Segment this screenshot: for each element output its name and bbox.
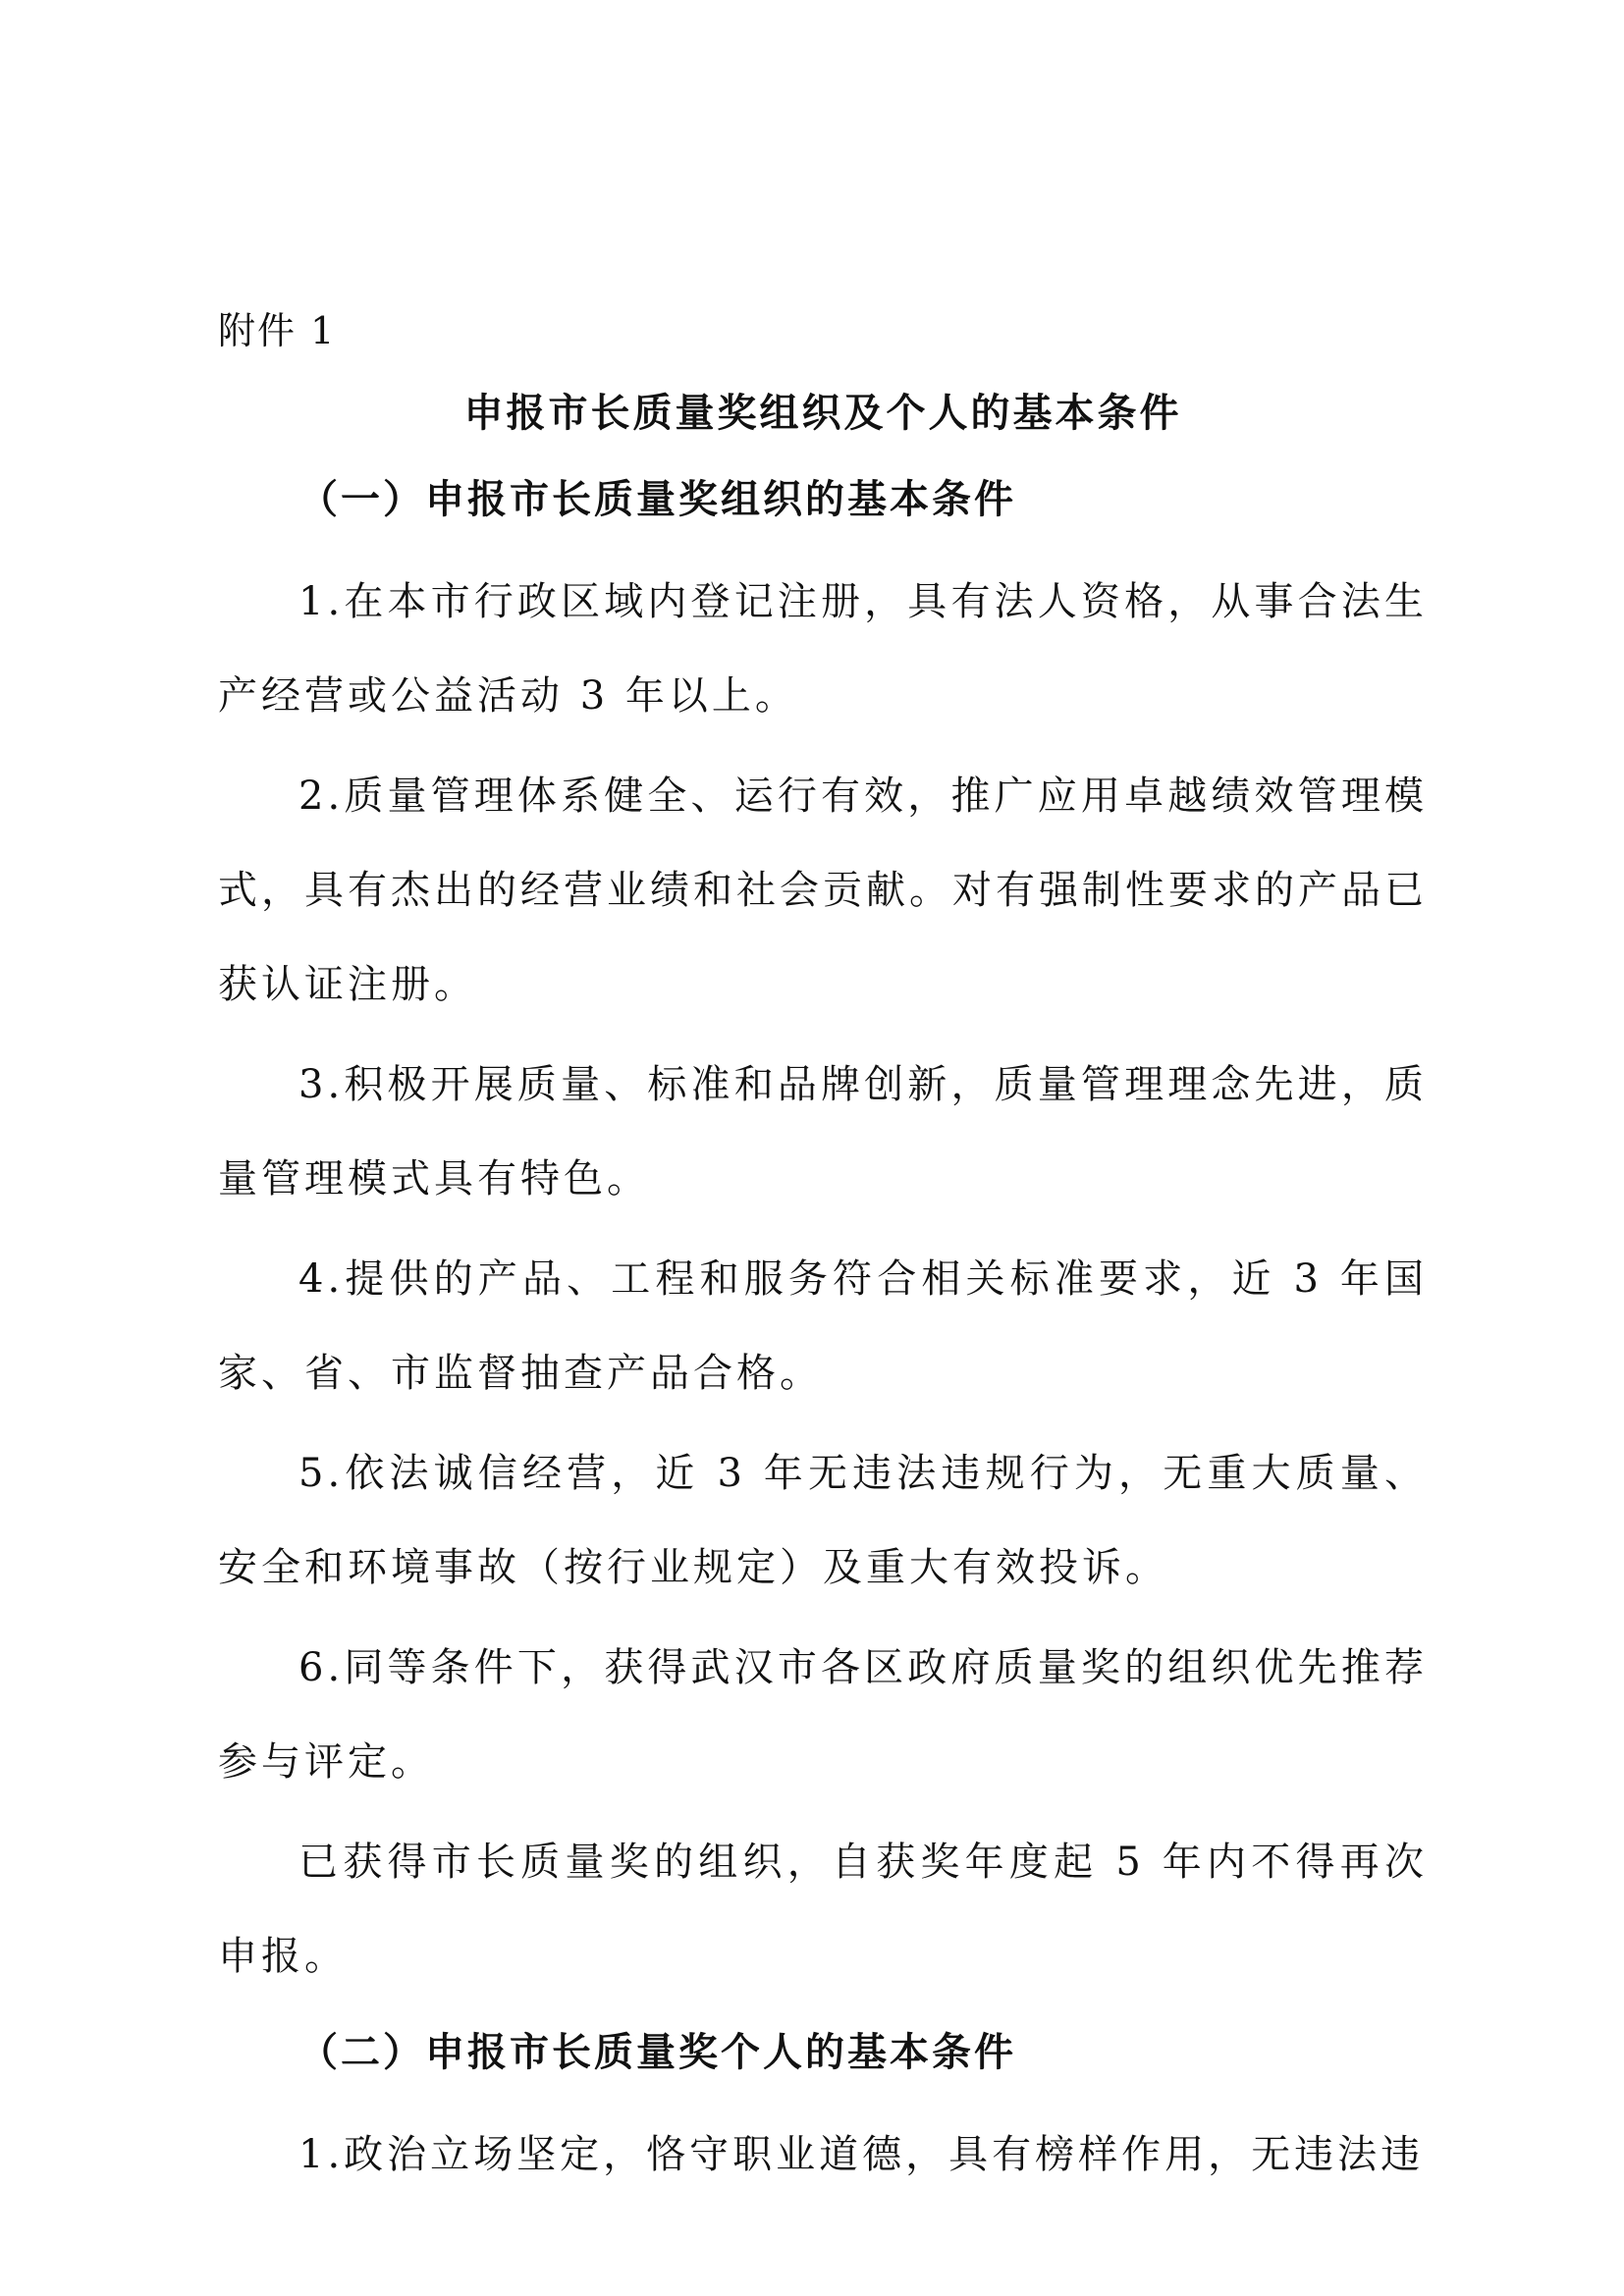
section-heading-organization: （一）申报市长质量奖组织的基本条件 bbox=[298, 477, 1016, 522]
paragraph: 4.提供的产品、工程和服务符合相关标准要求，近 3 年国家、省、市监督抽查产品合格。 bbox=[218, 1256, 1428, 1396]
paragraph-note: 已获得市长质量奖的组织，自获奖年度起 5 年内不得再次申报。 bbox=[218, 1840, 1428, 1979]
section-heading-individual: （二）申报市长质量奖个人的基本条件 bbox=[298, 2030, 1016, 2075]
paragraph: 5.依法诚信经营，近 3 年无违法违规行为，无重大质量、安全和环境事故（按行业规定）及重大有效投诉。 bbox=[218, 1451, 1428, 1590]
paragraph: 6.同等条件下，获得武汉市各区政府质量奖的组织优先推荐参与评定。 bbox=[218, 1645, 1428, 1785]
document-title: 申报市长质量奖组织及个人的基本条件 bbox=[463, 391, 1182, 436]
attachment-label: 附件 1 bbox=[218, 309, 337, 352]
paragraph: 2.质量管理体系健全、运行有效，推广应用卓越绩效管理模式，具有杰出的经营业绩和社会贡献。对有强制性要求的产品已获认证注册。 bbox=[218, 774, 1428, 1007]
paragraph: 3.积极开展质量、标准和品牌创新，质量管理理念先进，质量管理模式具有特色。 bbox=[218, 1062, 1428, 1201]
paragraph: 1.政治立场坚定，恪守职业道德，具有榜样作用，无违法违 bbox=[298, 2132, 1425, 2177]
paragraph: 1.在本市行政区域内登记注册，具有法人资格，从事合法生产经营或公益活动 3 年以上。 bbox=[218, 579, 1428, 719]
document-body bbox=[218, 299, 1428, 2202]
